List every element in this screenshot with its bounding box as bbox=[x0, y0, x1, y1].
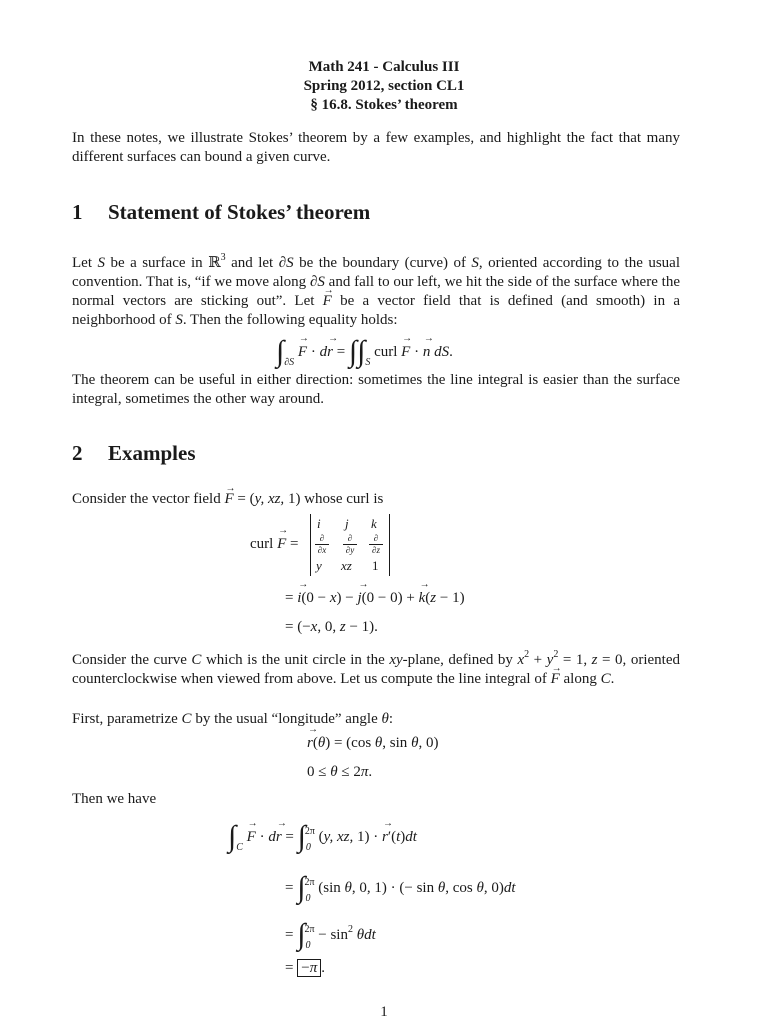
section-number: 2 bbox=[72, 441, 83, 465]
theta-range: 0 ≤ θ ≤ 2π. bbox=[307, 764, 373, 780]
curl-expansion: = → i(0 − x) − → j(0 − 0) + → k(z − 1) bbox=[285, 590, 465, 607]
term-line: Spring 2012, section CL1 bbox=[303, 78, 465, 94]
intro-paragraph: In these notes, we illustrate Stokes’ theorem by a few examples, and highlight the fact that many different surfaces can bound a given curve. bbox=[72, 130, 680, 165]
line-integral-result: = −π . bbox=[285, 960, 325, 976]
curl-label: curl → F = bbox=[250, 536, 298, 553]
section-title: Statement of Stokes’ theorem bbox=[108, 200, 371, 224]
section-2-heading bbox=[72, 441, 196, 466]
page-number: 1 bbox=[380, 1004, 388, 1020]
curl-determinant: i⃗ j⃗ k⃗ ∂ ∂x ∂ ∂y ∂ ∂z y xz 1 bbox=[310, 514, 390, 576]
curl-result: = (−x, 0, z − 1). bbox=[285, 619, 378, 635]
section-1-heading bbox=[72, 200, 370, 225]
then-we-have: Then we have bbox=[72, 791, 157, 807]
stokes-equation: $\int_{\partial S} \to F \cdot d\to r = \int\int_S$ curl → F · → n dS. bbox=[276, 330, 453, 368]
line-integral-step-1: $\int_C \to F \cdot d\to r = \int_0^{2\pi}$ (y, xz, 1) · → r′(t)dt bbox=[228, 815, 417, 853]
theorem-direction-paragraph: The theorem can be useful in either direction: sometimes the line integral is easier than the surface integral, sometimes the other way around. bbox=[72, 372, 680, 407]
section-number: 1 bbox=[72, 200, 83, 224]
line-integral-step-3: = $\int_0^{2\pi} - \sin^2 \theta dt$ bbox=[285, 918, 376, 951]
parametrize-sentence: First, parametrize C by the usual “longitude” angle θ: bbox=[72, 711, 394, 727]
section-topic: § 16.8. Stokes’ theorem bbox=[310, 97, 458, 113]
section-title: Examples bbox=[108, 441, 196, 465]
curve-c-paragraph: Consider the curve C which is the unit circle in the xy-plane, defined by $x^2 + y^2 = 1$, z = 0, oriented counterclockwise when viewed from above. Let us compute the line integral of → F along C. bbox=[72, 645, 680, 689]
line-integral-step-2: = $\int_0^{2\pi}$ (sin θ, 0, 1) · (− sin θ, cos θ, 0)dt bbox=[285, 871, 516, 904]
stokes-statement-paragraph: Let S be a surface in ℝ$^3$ and let ∂S be the boundary (curve) of S, oriented according to the usual convention. That is, “if we move along ∂S and fall to our left, we hit the side of the surface where the normal vectors are sticking out”. Let → F be a vector field that is defined (and smooth) in a neighborhood of S. Then the following equality holds: bbox=[72, 248, 680, 330]
parametrization: → r(θ) = (cos θ, sin θ, 0) bbox=[307, 735, 438, 752]
course-title: Math 241 - Calculus III bbox=[308, 59, 460, 75]
vector-field-sentence: Consider the vector field → F = (y, xz, 1) whose curl is bbox=[72, 490, 680, 509]
